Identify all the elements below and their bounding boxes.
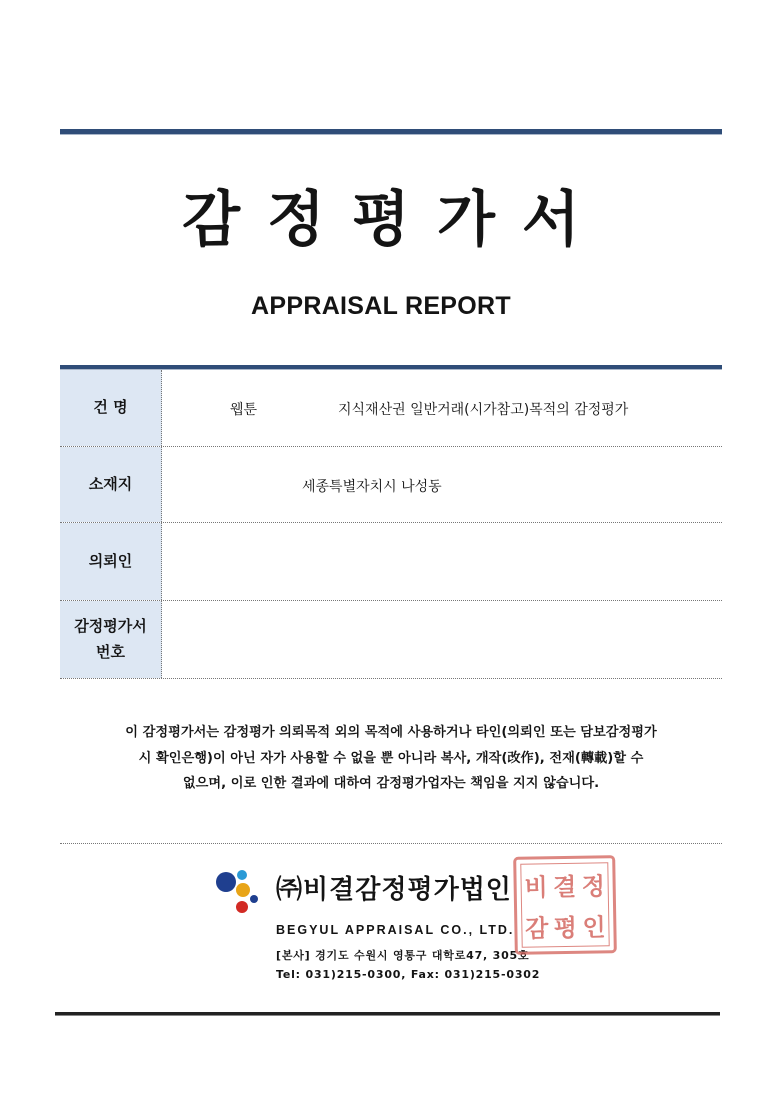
client-label: 의뢰인: [60, 523, 162, 600]
bottom-rule: [55, 1012, 720, 1016]
case-name-value: 웹툰: [230, 402, 258, 418]
usage-notice: 이 감정평가서는 감정평가 의뢰목적 외의 목적에 사용하거나 타인(의뢰인 또는 담보감정평가 시 확인은행)이 아닌 자가 사용할 수 없을 뿐 아니라 복사, 개작(改作), 전재(轉載)할 수 없으며, 이로 인한 결과에 대하여 감정평가업자는 책임을 지지 않습니다.: [125, 725, 657, 792]
company-address: [본사] 경기도 수원시 영통구 대학로47, 305호: [276, 949, 530, 962]
table-row-client: [60, 523, 722, 601]
company-phone: Tel: 031)215-0300, Fax: 031)215-0302: [276, 968, 541, 981]
divider: [60, 843, 722, 844]
case-name-label: 건 명: [60, 370, 162, 446]
location-value: 세종특별자치시 나성동: [302, 479, 442, 495]
document-title-english: APPRAISAL REPORT: [251, 292, 511, 320]
top-rule: [60, 129, 722, 135]
report-number-label: 감정평가서 번호: [60, 601, 162, 678]
location-label: 소재지: [60, 447, 162, 522]
document-title-korean: 감정평가서: [182, 185, 607, 255]
company-logo-icon: [212, 870, 266, 918]
table-row-report-number: [60, 601, 722, 679]
company-name-korean: ㈜비결감정평가법인: [276, 875, 512, 905]
table-row-case-name: [60, 370, 722, 447]
info-table: [60, 370, 722, 679]
company-name-english: BEGYUL APPRAISAL CO., LTD.: [276, 923, 515, 937]
table-row-location: [60, 447, 722, 523]
case-purpose-value: 지식재산권 일반거래(시가참고)목적의 감정평가: [338, 402, 629, 418]
company-seal-stamp: 비 결 정 감 평 인: [513, 855, 617, 955]
